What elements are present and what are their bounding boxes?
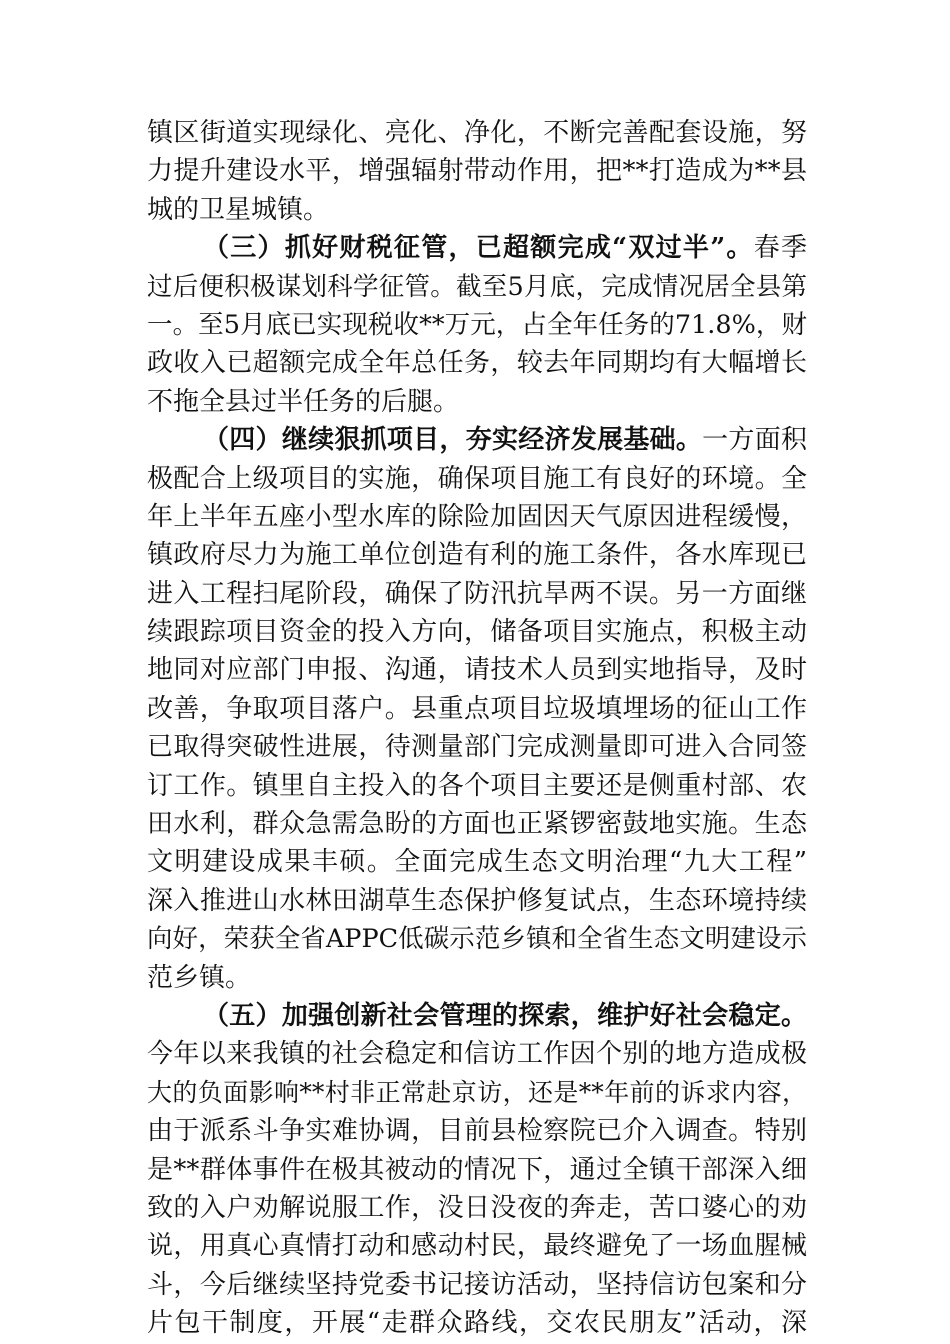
section-heading: （五）加强创新社会管理的探索，维护好社会稳定。: [203, 1000, 807, 1031]
text-line: 镇区街道实现绿化、亮化、净化，不断完善配套设施，努: [147, 118, 807, 148]
paragraph-1: [147, 114, 807, 229]
paragraph-first-line: [147, 421, 807, 459]
text-line: 深入推进山水林田湖草生态保护修复试点，生态环境持续: [147, 885, 807, 916]
text-line: 不拖全县过半任务的后腿。: [147, 386, 460, 417]
text-line: 年上半年五座小型水库的除险加固因天气原因进程缓慢，: [147, 501, 807, 532]
document-page: [147, 114, 807, 1343]
text-line: 改善，争取项目落户。县重点项目垃圾填埋场的征山工作: [147, 693, 807, 724]
text-line: 田水利，群众急需急盼的方面也正紧锣密鼓地实施。生态: [147, 809, 807, 840]
text-line: 向好，荣获全省APPC低碳示范乡镇和全省生态文明建设示: [147, 924, 807, 955]
paragraph-first-line: [147, 229, 807, 267]
text-line: 斗，今后继续坚持党委书记接访活动，坚持信访包案和分: [147, 1269, 807, 1300]
text-line: 片包干制度，开展“走群众路线，交农民朋友”活动，深: [147, 1308, 807, 1339]
text-line: 力提升建设水平，增强辐射带动作用，把**打造成为**县: [147, 156, 807, 187]
text-line: 由于派系斗争实难协调，目前县检察院已介入调查。特别: [147, 1116, 807, 1147]
section-heading: （四）继续狠抓项目，夯实经济发展基础。: [203, 425, 703, 456]
text-line: 文明建设成果丰硕。全面完成生态文明治理“九大工程”: [147, 847, 807, 878]
text-line: 今年以来我镇的社会稳定和信访工作因个别的地方造成极: [147, 1039, 807, 1070]
text-line: 续跟踪项目资金的投入方向，储备项目实施点，积极主动: [147, 617, 807, 648]
text-line: 过后便积极谋划科学征管。截至5月底，完成情况居全县第: [147, 271, 807, 302]
text-line: 镇政府尽力为施工单位创造有利的施工条件，各水库现已: [147, 540, 807, 571]
text-line: 大的负面影响**村非正常赴京访，还是**年前的诉求内容，: [147, 1077, 807, 1107]
text-line: 城的卫星城镇。: [147, 194, 330, 225]
section-heading: （三）抓好财税征管，已超额完成“双过半”。: [203, 233, 754, 264]
text-line: 地同对应部门申报、沟通，请技术人员到实地指导，及时: [147, 655, 807, 686]
paragraph-2: [147, 229, 807, 421]
text-run: 一方面积: [702, 425, 807, 456]
paragraph-4: [147, 997, 807, 1343]
text-line: 致的入户劝解说服工作，没日没夜的奔走，苦口婆心的劝: [147, 1192, 807, 1223]
text-line: 政收入已超额完成全年总任务，较去年同期均有大幅增长: [147, 348, 807, 379]
text-line: 进入工程扫尾阶段，确保了防汛抗旱两不误。另一方面继: [147, 578, 807, 609]
text-line: 一。至5月底已实现税收**万元，占全年任务的71.8%，财: [147, 309, 807, 340]
paragraph-3: [147, 421, 807, 997]
text-line: 已取得突破性进展，待测量部门完成测量即可进入合同签: [147, 732, 807, 763]
text-line: 说，用真心真情打动和感动村民，最终避免了一场血腥械: [147, 1231, 807, 1262]
text-line: 范乡镇。: [147, 962, 252, 993]
text-run: 春季: [753, 233, 807, 264]
text-line: 是**群体事件在极其被动的情况下，通过全镇干部深入细: [147, 1154, 807, 1185]
text-line: 订工作。镇里自主投入的各个项目主要还是侧重村部、农: [147, 770, 807, 801]
text-line: 极配合上级项目的实施，确保项目施工有良好的环境。全: [147, 463, 807, 494]
